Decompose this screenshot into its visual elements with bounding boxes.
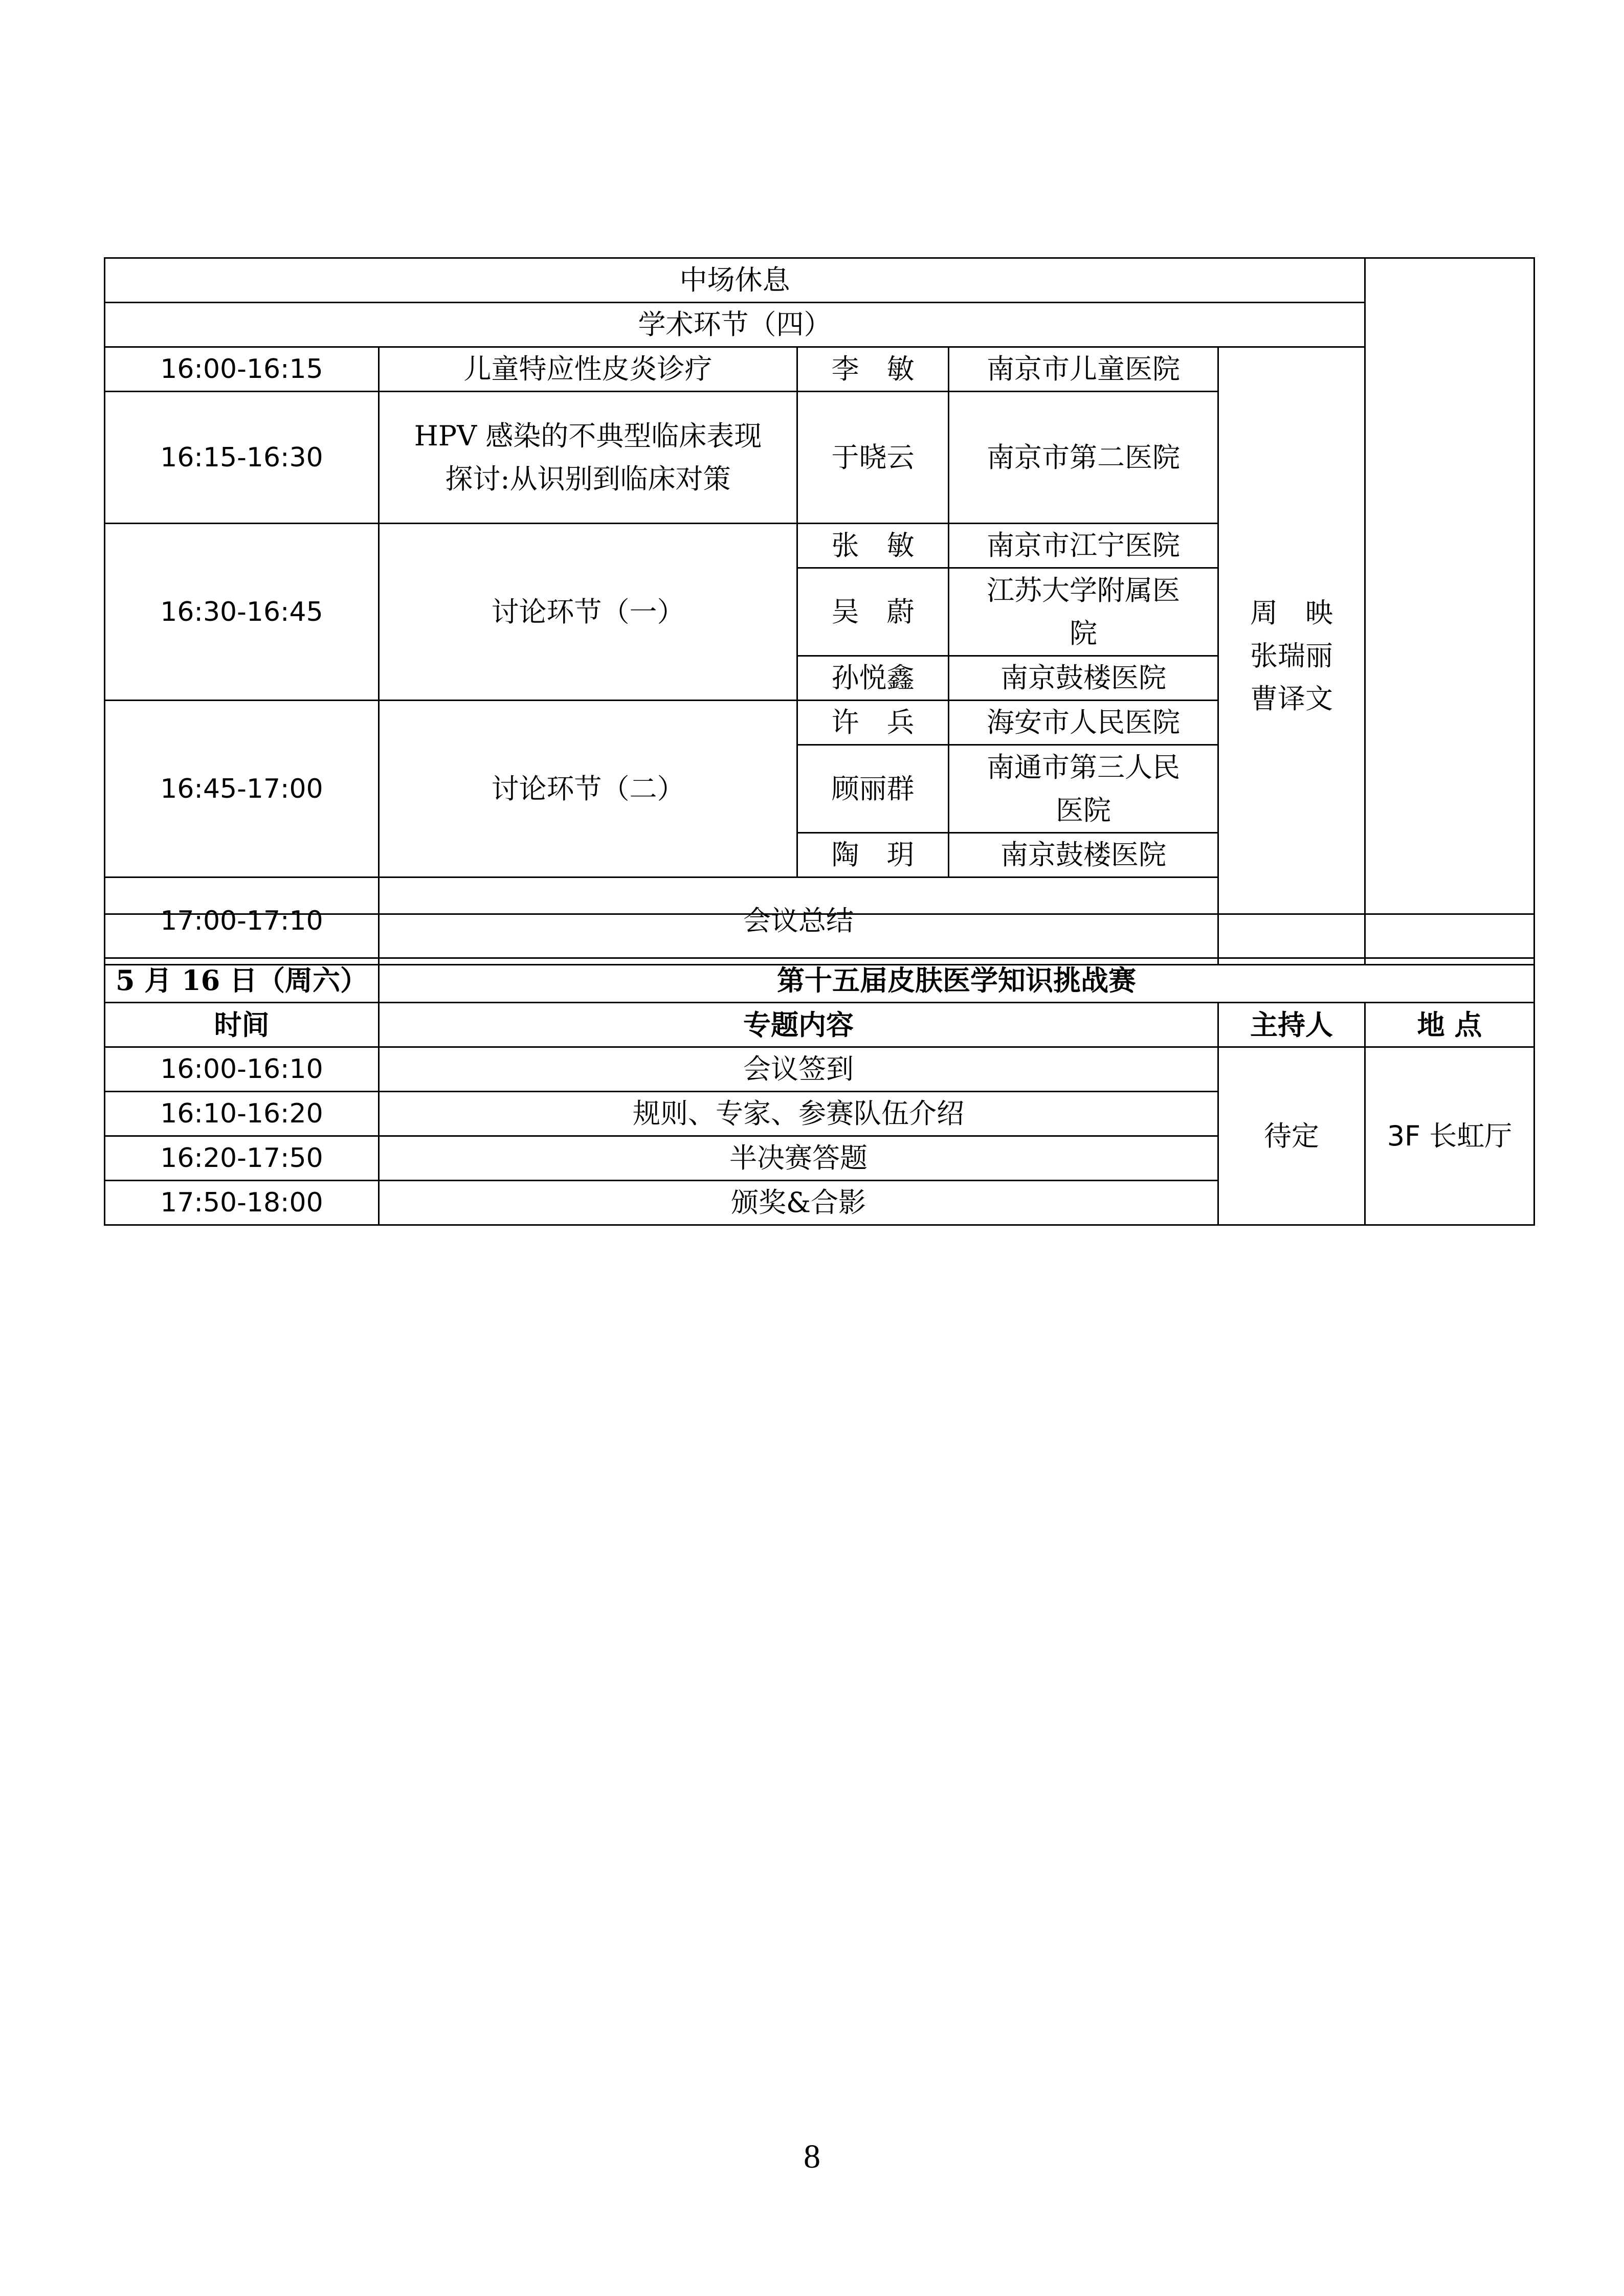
hospital-cell: 南京鼓楼医院 — [949, 833, 1218, 877]
panelist-name: 许 兵 — [797, 701, 949, 745]
break-row — [105, 258, 1534, 303]
header-location: 地 点 — [1365, 1003, 1534, 1047]
speaker-cell: 李 敏 — [797, 347, 949, 392]
event-table — [104, 913, 1535, 1226]
header-host: 主持人 — [1218, 1003, 1365, 1047]
panelist-name: 顾丽群 — [797, 745, 949, 833]
hospital-cell: 南京市江宁医院 — [949, 524, 1218, 568]
moderator-name: 曹译文 — [1250, 682, 1333, 715]
hospital-line: 医院 — [1056, 794, 1111, 826]
time-cell: 17:50-18:00 — [105, 1181, 379, 1225]
panelist-name: 孙悦鑫 — [797, 656, 949, 701]
time-cell: 16:15-16:30 — [105, 392, 379, 524]
time-cell: 16:45-17:00 — [105, 701, 379, 877]
location-cell: 3F 长虹厅 — [1365, 1047, 1534, 1225]
content-cell: 颁奖&合影 — [379, 1181, 1218, 1225]
event-title-row — [105, 958, 1534, 1003]
content-cell: 半决赛答题 — [379, 1136, 1218, 1181]
hospital-cell: 南京市儿童医院 — [949, 347, 1218, 392]
section-title-row — [105, 303, 1534, 347]
schedule-table — [104, 257, 1535, 965]
topic-cell: 讨论环节（二） — [379, 701, 797, 877]
spacer-row — [105, 914, 1534, 958]
moderators-cell — [1218, 347, 1365, 965]
time-cell: 16:00-16:15 — [105, 347, 379, 392]
panelist-name: 陶 玥 — [797, 833, 949, 877]
panelist-name: 张 敏 — [797, 524, 949, 568]
right-blank-cell — [1365, 258, 1534, 965]
hospital-cell: 南京鼓楼医院 — [949, 656, 1218, 701]
content-cell: 规则、专家、参赛队伍介绍 — [379, 1092, 1218, 1136]
event-date: 5 月 16 日（周六） — [105, 958, 379, 1003]
hospital-line: 南通市第三人民 — [987, 751, 1180, 783]
time-cell: 16:20-17:50 — [105, 1136, 379, 1181]
empty-cell — [105, 914, 1534, 958]
hospital-cell: 海安市人民医院 — [949, 701, 1218, 745]
topic-line: 探讨:从识别到临床对策 — [445, 462, 731, 495]
topic-line: HPV 感染的不典型临床表现 — [414, 419, 762, 452]
topic-cell — [379, 392, 797, 524]
header-time: 时间 — [105, 1003, 379, 1047]
hospital-line: 江苏大学附属医 — [987, 574, 1180, 606]
hospital-cell — [949, 745, 1218, 833]
host-cell: 待定 — [1218, 1047, 1365, 1225]
event-title: 第十五届皮肤医学知识挑战赛 — [379, 958, 1534, 1003]
speaker-cell: 于晓云 — [797, 392, 949, 524]
moderator-name: 周 映 — [1250, 596, 1333, 629]
hospital-cell: 南京市第二医院 — [949, 392, 1218, 524]
time-cell: 16:00-16:10 — [105, 1047, 379, 1092]
time-cell: 17:00-17:10 — [105, 877, 379, 965]
table-row — [105, 347, 1534, 392]
panelist-name: 吴 蔚 — [797, 568, 949, 656]
topic-cell: 儿童特应性皮炎诊疗 — [379, 347, 797, 392]
moderator-name: 张瑞丽 — [1250, 639, 1333, 672]
break-label: 中场休息 — [105, 258, 1365, 303]
hospital-cell — [949, 568, 1218, 656]
time-cell: 16:30-16:45 — [105, 524, 379, 701]
hospital-line: 院 — [1070, 617, 1097, 649]
topic-cell: 讨论环节（一） — [379, 524, 797, 701]
section-title: 学术环节（四） — [105, 303, 1365, 347]
page-number: 8 — [804, 2138, 820, 2175]
time-cell: 16:10-16:20 — [105, 1092, 379, 1136]
header-row — [105, 1003, 1534, 1047]
summary-label: 会议总结 — [379, 877, 1218, 965]
header-content: 专题内容 — [379, 1003, 1218, 1047]
table-row — [105, 1047, 1534, 1092]
content-cell: 会议签到 — [379, 1047, 1218, 1092]
